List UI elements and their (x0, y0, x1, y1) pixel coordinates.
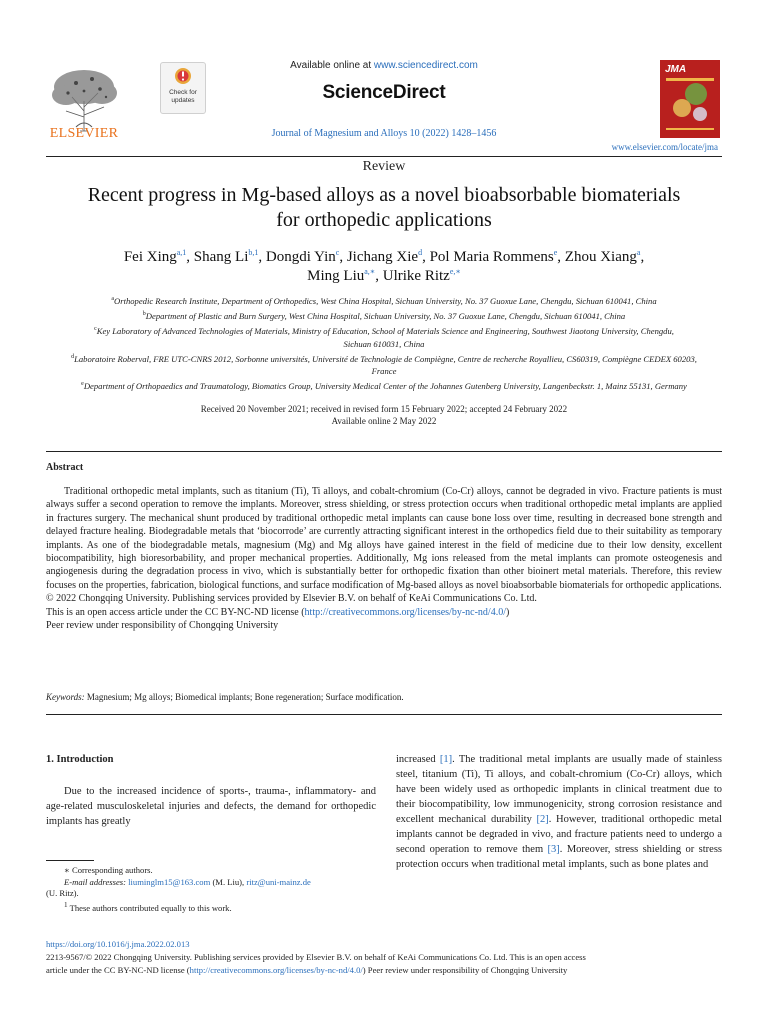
author-separator: , (557, 249, 565, 265)
corresponding-footnote: ∗ Corresponding authors. (64, 865, 153, 875)
body-text-left-column: Due to the increased incidence of sports-, trauma-, inflammatory- and age-related musculoskeletal injuries and defects, the demand for orthopedic implants has greatly (46, 786, 376, 827)
footer-copyright: 2213-9567/© 2022 Chongqing University. Publishing services provided by Elsevier B.V. on behalf of KeAi Communications Co. Ltd. This is an open access (46, 952, 586, 962)
license-notice (46, 606, 722, 619)
author-separator: , (186, 249, 194, 265)
affiliation-list (46, 293, 722, 393)
footer-license (46, 964, 722, 977)
author-affiliation-marker[interactable]: a (636, 248, 641, 257)
journal-homepage-link[interactable]: www.elsevier.com/locate/jma (611, 142, 718, 152)
author-affiliation-marker[interactable]: a,∗ (364, 267, 376, 276)
article-type: Review (362, 159, 406, 174)
email-link[interactable]: ritz@uni-mainz.de (246, 876, 311, 887)
citation-link[interactable]: [1] (439, 754, 453, 765)
email-footnote (46, 877, 376, 889)
journal-citation[interactable]: Journal of Magnesium and Alloys 10 (2022) 1428–1456 (271, 128, 497, 139)
citation-link[interactable]: [3] (547, 844, 560, 855)
author-affiliation-marker[interactable]: a,1 (176, 248, 187, 257)
footnote-divider (46, 860, 94, 861)
copyright-notice: © 2022 Chongqing University. Publishing services provided by Elsevier B.V. on behalf of KeAi Communications Co. Ltd. (46, 593, 537, 605)
affiliation-item (46, 293, 722, 308)
author-name[interactable]: Ming Liu (307, 268, 365, 284)
license-text: This is an open access article under the CC BY-NC-ND license ( (46, 606, 305, 618)
affiliation-item (46, 323, 722, 351)
available-online-line (200, 60, 568, 71)
citation-link[interactable]: [2] (536, 814, 549, 825)
journal-cover-image[interactable] (660, 60, 720, 138)
check-updates-label: Check for updates (169, 89, 197, 104)
article-title-line: Recent progress in Mg-based alloys as a novel bioabsorbable biomaterials (87, 184, 681, 206)
section-heading-introduction: 1. Introduction (46, 754, 114, 765)
author-name[interactable]: Jichang Xie (346, 249, 419, 265)
available-online-date: Available online 2 May 2022 (331, 416, 437, 426)
body-text: . However, traditional orthopedic metal implants cannot be degraded in vivo, and fracture patients need to undergo a second operation to remove them (396, 814, 722, 855)
affiliation-marker: b (142, 310, 146, 317)
author-name[interactable]: Pol Maria Rommens (429, 249, 554, 265)
author-name[interactable]: Ulrike Ritz (382, 268, 450, 284)
author-separator: , (258, 249, 266, 265)
author-name[interactable]: Zhou Xiang (564, 249, 637, 265)
author-separator: , (422, 249, 430, 265)
affiliation-text: Key Laboratory of Advanced Technologies of Materials, Ministry of Education, School of Materials Science and Engineering, Southwest Jiaotong University, Chengdu, Sichuan 610031, China (96, 325, 674, 349)
author-separator: , (339, 249, 347, 265)
keywords-list: Magnesium; Mg alloys; Biomedical implants; Bone regeneration; Surface modification. (84, 692, 404, 702)
email-label: E-mail addresses: (64, 876, 126, 887)
affiliation-text: Laboratoire Roberval, FRE UTC-CNRS 2012, Sorbonne universités, Université de Technologie de Compiègne, Centre de recherche Royallieu, CS60319, Compiègne CEDEX 60203, France (74, 353, 697, 377)
affiliation-text: Department of Orthopaedics and Traumatology, Biomatics Group, University Medical Center of the Johannes Gutenberg University, Langenbeckstr. 1, Mainz 55131, Germany (83, 381, 687, 392)
doi-link[interactable]: https://doi.org/10.1016/j.jma.2022.02.013 (46, 939, 190, 949)
author-affiliation-marker[interactable]: c (335, 248, 340, 257)
author-name[interactable]: Shang Li (193, 249, 249, 265)
sciencedirect-url-link[interactable]: www.sciencedirect.com (373, 60, 478, 71)
article-title-line: for orthopedic applications (276, 209, 492, 231)
sciencedirect-wordmark: ScienceDirect (322, 82, 446, 103)
cover-art-icon (660, 60, 720, 138)
article-history (46, 403, 722, 427)
abstract-heading: Abstract (46, 462, 84, 473)
abstract-paragraph: Traditional orthopedic metal implants, such as titanium (Ti), Ti alloys, and cobalt-chromium (Co-Cr) alloys, cannot be degraded in vivo. Fracture patients is must always suffer a second operation to remove the implants. Moreover, stress shielding, or stress protection occurs when traditional orthopedic metal implants are applied in fractures surgery. The mechanical shunt produced by traditional orthopedic metal implants can cause bone loss over time, resulting in decreased bone strength and delayed fracture healing. Biodegradable metals that ‘biocorrode’ are currently attracting significant interest in the orthopedics field due to their suitability as temporary implants. As one of the biodegradable metals, magnesium (Mg) and Mg alloys have gained interest in the field of medicine due to their low density, excellent biocompatibility, high bioresorbability, and proper mechanical properties. Additionally, Mg ions released from the metal implants can promote osteogenesis and angiogenesis during the degradation process in vivo, which is substantially better for orthopedic fixation than other bioinert metal materials. Therefore, this review focuses on the properties, fabrication, biological functions, and surface modification of Mg-based alloys as novel bioabsorbable biomaterials for orthopedic applications. (46, 486, 722, 591)
received-dates: Received 20 November 2021; received in revised form 15 February 2022; accepted 24 February 2022 (200, 404, 568, 414)
header-divider (46, 156, 722, 157)
author-affiliation-marker[interactable]: e,∗ (449, 267, 461, 276)
peer-review-notice: Peer review under responsibility of Chongqing University (46, 620, 279, 632)
affiliation-marker: d (71, 353, 75, 360)
author-affiliation-marker[interactable]: d (418, 248, 423, 257)
body-text: . Moreover, stress shielding or stress protection occurs when traditional metal implants, such as bone plates and (396, 844, 722, 870)
available-online-text: Available online at (290, 60, 374, 71)
author-list (46, 248, 722, 286)
author-affiliation-marker[interactable]: e (553, 248, 558, 257)
affiliation-marker: a (111, 296, 115, 302)
affiliation-text: Department of Plastic and Burn Surgery, West China Hospital, Sichuan University, No. 37 Guoxue Lane, Chengdu, Sichuan 610041, China (145, 310, 626, 321)
affiliation-item (46, 378, 722, 393)
license-link[interactable]: http://creativecommons.org/licenses/by-nc-nd/4.0/ (304, 606, 506, 618)
refresh-icon (174, 67, 192, 85)
author-name[interactable]: Fei Xing (123, 249, 177, 265)
affiliation-item (46, 351, 722, 379)
equal-contribution-footnote: $^1$ These authors contributed equally to this work. (64, 900, 232, 913)
footnotes (46, 865, 376, 914)
author-name[interactable]: Dongdi Yin (265, 249, 336, 265)
page-footer (46, 938, 722, 977)
email-owner: (M. Liu), (210, 876, 247, 887)
keywords-label: Keywords: (46, 692, 85, 702)
body-text: increased (396, 754, 440, 765)
footer-license-text-end: ) Peer review under responsibility of Chongqing University (362, 965, 568, 975)
affiliation-item (46, 308, 722, 323)
author-separator: , (375, 268, 383, 284)
email-link[interactable]: liuminglm15@163.com (128, 876, 211, 887)
affiliation-marker: c (94, 325, 97, 332)
email-footnote-continued: (U. Ritz). (46, 888, 79, 898)
license-text-end: ) (505, 606, 510, 618)
article-title (46, 183, 722, 233)
publisher-wordmark: ELSEVIER (49, 126, 119, 141)
affiliation-marker: e (81, 381, 84, 388)
footer-license-text: article under the CC BY-NC-ND license ( (46, 965, 190, 975)
author-separator: , (640, 249, 645, 265)
body-text: . The traditional metal implants are usually made of stainless steel, titanium (Ti), Ti alloys, and cobalt-chromium (Co-Cr) alloys, which have been widely used as orthopedic implants in clinical treatment due to their biocompatibility, low immunogenicity, strong corrosion resistance and excellent mechanical durability (396, 754, 722, 825)
abstract-bottom-divider (46, 714, 722, 715)
body-text-right-column (396, 752, 722, 872)
equal-contribution-text: These authors contributed equally to this work. (69, 902, 232, 913)
corresponding-text: Corresponding authors. (72, 865, 153, 875)
affiliation-text: Orthopedic Research Institute, Department of Orthopedics, West China Hospital, Sichuan University, No. 37 Guoxue Lane, Chengdu, Sichuan 610041, China (114, 295, 657, 306)
footer-license-link[interactable]: http://creativecommons.org/licenses/by-nc-nd/4.0/ (189, 965, 363, 975)
cover-title: JMA (665, 64, 687, 75)
keywords (46, 692, 722, 702)
abstract-top-divider (46, 451, 722, 452)
author-affiliation-marker[interactable]: b,1 (248, 248, 259, 257)
abstract-body (46, 485, 722, 632)
